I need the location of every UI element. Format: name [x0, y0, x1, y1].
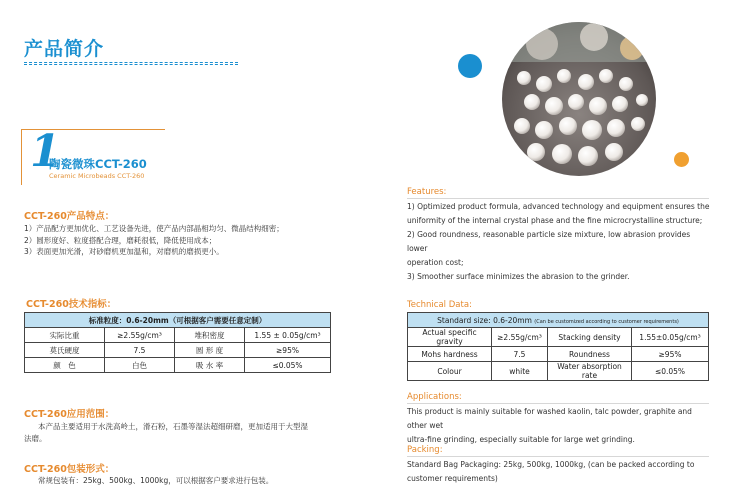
- text-line: Standard Bag Packaging: 25kg, 500kg, 1000kg, (can be packed according to: [407, 460, 695, 469]
- list-item: 2) Good roundness, reasonable particle size mixture, low abrasion provides lower: [407, 230, 691, 253]
- features-cn-heading: CCT-260产品特点：: [24, 211, 115, 222]
- text-line: ultra-fine grinding, especially suitable for large wet grinding.: [407, 435, 635, 444]
- section-divider: [407, 198, 709, 199]
- standard-size-note: (Can be customized according to customer requirements): [534, 318, 679, 325]
- applications-en-heading: Applications:: [407, 392, 462, 402]
- table-header: 标准粒度：0.6-20mm（可根据客户需要任意定制）: [25, 313, 331, 328]
- tech-cn-heading: CCT-260技术指标：: [26, 299, 117, 310]
- table-cell: 莫氏硬度: [25, 343, 105, 358]
- list-item: 2）圆形度好、粒度搭配合理，磨耗很低，降低使用成本；: [24, 235, 217, 245]
- table-header: [408, 313, 709, 328]
- table-row: [25, 313, 331, 328]
- list-item: uniformity of the internal crystal phase and the fine microcrystalline structure;: [407, 216, 703, 225]
- table-cell: ≥95%: [632, 347, 709, 362]
- table-row: [408, 328, 709, 347]
- table-cell: 1.55 ± 0.05g/cm³: [245, 328, 331, 343]
- features-cn-list: [24, 223, 344, 258]
- table-cell: Mohs hardness: [408, 347, 492, 362]
- applications-en-text: [407, 405, 712, 447]
- table-cell: white: [492, 362, 548, 381]
- table-cell: 1.55±0.05g/cm³: [632, 328, 709, 347]
- table-row: [408, 362, 709, 381]
- list-item: 3) Smoother surface minimizes the abrasion to the grinder.: [407, 272, 630, 281]
- ceramic-beads-photo: [502, 22, 656, 176]
- packing-cn-text: 常规包装有：25kg、500kg、1000kg，可以根据客户要求进行包装。: [38, 476, 274, 485]
- list-item: 3）表面更加光滑，对砂磨机更加温和，对磨机的磨损更小。: [24, 247, 224, 256]
- title-divider: [24, 62, 238, 65]
- table-row: [408, 313, 709, 328]
- table-cell: Stacking density: [548, 328, 632, 347]
- packing-cn-heading: CCT-260包装形式：: [24, 464, 115, 475]
- product-name-cn: 陶瓷微珠CCT-260: [49, 157, 147, 171]
- table-cell: 7.5: [492, 347, 548, 362]
- table-row: [25, 343, 331, 358]
- text-line: 法磨。: [24, 433, 47, 443]
- text-line: 本产品主要适用于水洗高岭土，滑石粉，石墨等湿法超细研磨，更加适用于大型湿: [38, 422, 308, 431]
- text-line: This product is mainly suitable for washed kaolin, talc powder, graphite and other wet: [407, 407, 692, 430]
- table-cell: ≤0.05%: [632, 362, 709, 381]
- table-cell: Colour: [408, 362, 492, 381]
- table-cell: 吸 水 率: [175, 358, 245, 373]
- tech-en-table: [407, 312, 709, 381]
- list-item: 1) Optimized product formula, advanced technology and equipment ensures the: [407, 202, 710, 211]
- table-cell: 7.5: [105, 343, 175, 358]
- page-title: 产品简介: [24, 38, 105, 60]
- product-name-en: Ceramic Microbeads CCT-260: [49, 172, 145, 180]
- table-cell: Roundness: [548, 347, 632, 362]
- table-cell: 实际比重: [25, 328, 105, 343]
- tech-cn-table: [24, 312, 331, 373]
- table-cell: ≤0.05%: [245, 358, 331, 373]
- section-divider: [407, 403, 709, 404]
- table-cell: Water absorption rate: [548, 362, 632, 381]
- table-cell: 堆积密度: [175, 328, 245, 343]
- features-en-heading: Features:: [407, 187, 447, 197]
- packing-en-heading: Packing:: [407, 445, 443, 455]
- table-cell: 白色: [105, 358, 175, 373]
- packing-en-text: [407, 458, 712, 486]
- list-item: 1）产品配方更加优化、工艺设备先进，使产品内部晶相均匀、微晶结构细密；: [24, 224, 284, 233]
- tech-en-heading: Technical Data:: [407, 300, 472, 310]
- table-cell: ≥95%: [245, 343, 331, 358]
- applications-cn-heading: CCT-260应用范围：: [24, 409, 115, 420]
- table-row: [25, 328, 331, 343]
- applications-cn-text: [24, 421, 354, 444]
- table-cell: Actual specific gravity: [408, 328, 492, 347]
- blue-dot-decoration: [458, 54, 482, 78]
- orange-dot-decoration: [674, 152, 689, 167]
- standard-size: Standard size: 0.6-20mm: [437, 315, 532, 325]
- table-row: [408, 347, 709, 362]
- product-number: 1: [30, 126, 61, 177]
- table-cell: 颜 色: [25, 358, 105, 373]
- features-en-list: [407, 200, 712, 284]
- section-divider: [407, 456, 709, 457]
- table-row: [25, 358, 331, 373]
- list-item: operation cost;: [407, 258, 464, 267]
- table-cell: ≥2.55g/cm³: [492, 328, 548, 347]
- text-line: customer requirements): [407, 474, 498, 483]
- table-cell: 圆 形 度: [175, 343, 245, 358]
- table-cell: ≥2.55g/cm³: [105, 328, 175, 343]
